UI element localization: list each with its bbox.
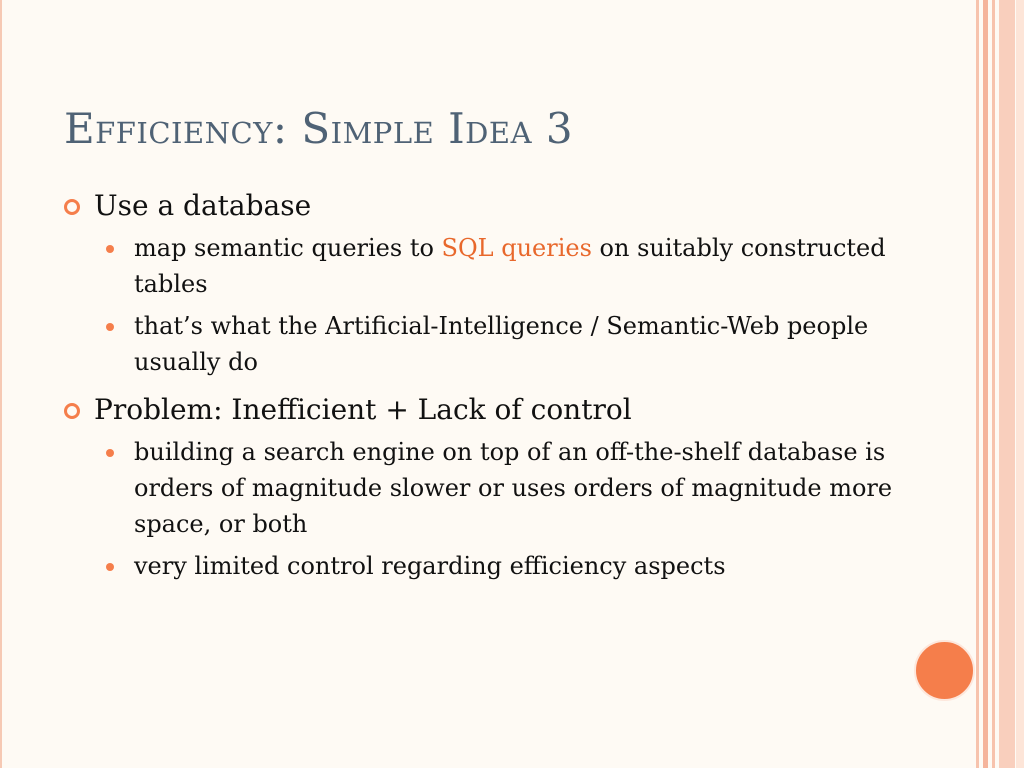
bullet-text: building a search engine on top of an off-the-shelf database is orders of magnitude slower or uses orders of magnitude more space, or both	[134, 438, 893, 538]
bullet-level2	[62, 548, 924, 584]
bullet-level2	[62, 308, 924, 380]
decorative-stripe	[992, 0, 995, 768]
bullet-text-after: on suitably constructed tables	[134, 234, 886, 298]
dot-bullet-icon	[106, 323, 114, 331]
bullet-text: very limited control regarding efficiency aspects	[134, 552, 726, 580]
decorative-stripe	[983, 0, 988, 768]
bullet-text: Use a database	[94, 189, 312, 222]
dot-bullet-icon	[106, 245, 114, 253]
bullet-level2	[62, 230, 924, 302]
decorative-stripe	[999, 0, 1015, 768]
dot-bullet-icon	[106, 449, 114, 457]
decorative-circle	[914, 640, 975, 701]
bullet-level2	[62, 434, 924, 542]
bullet-text-before: map semantic queries to	[134, 234, 442, 262]
decorative-stripe	[976, 0, 979, 768]
bullet-text: Problem: Inefficient + Lack of control	[94, 393, 632, 426]
slide-content	[62, 186, 922, 590]
highlighted-term: SQL queries	[441, 234, 592, 262]
decorative-stripe	[1016, 0, 1024, 768]
left-border	[0, 0, 2, 768]
bullet-level1	[62, 390, 922, 430]
ring-bullet-icon	[64, 199, 80, 215]
slide-title: Efficiency: Simple Idea 3	[64, 104, 574, 153]
bullet-level1	[62, 186, 922, 226]
dot-bullet-icon	[106, 563, 114, 571]
bullet-text: that’s what the Artificial-Intelligence / Semantic-Web people usually do	[134, 312, 869, 376]
ring-bullet-icon	[64, 403, 80, 419]
